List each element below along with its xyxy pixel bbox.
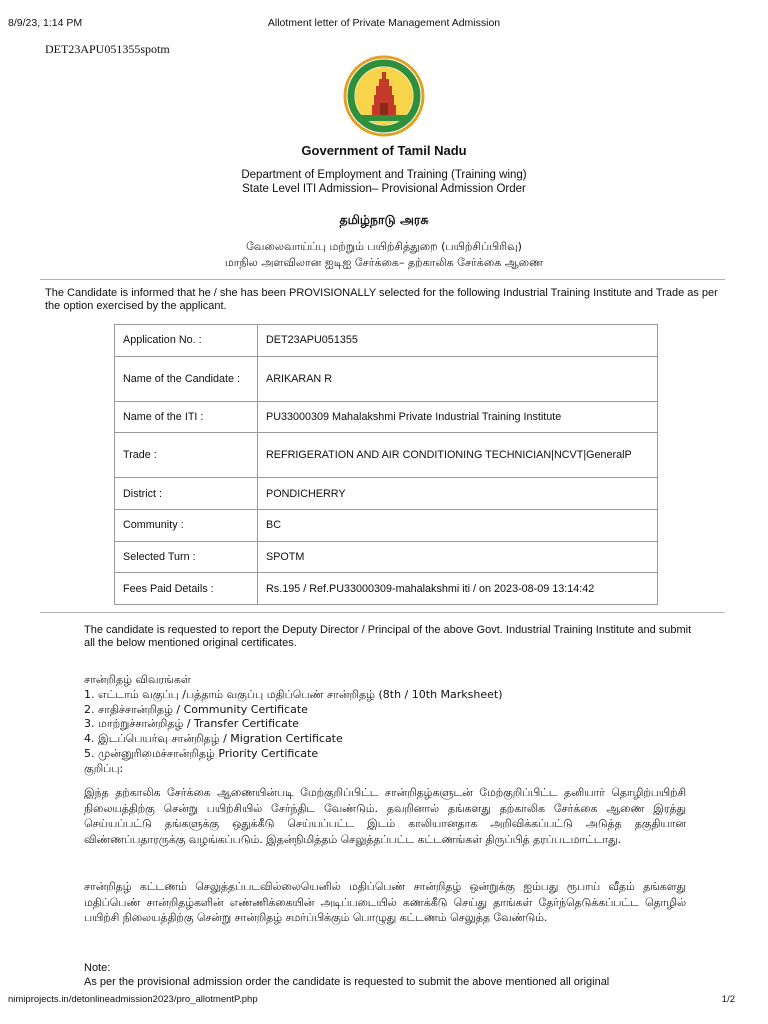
detail-value: ARIKARAN R [258, 356, 658, 401]
detail-value: SPOTM [258, 541, 658, 573]
detail-label: Community : [115, 509, 258, 541]
print-datetime: 8/9/23, 1:14 PM [8, 17, 83, 29]
tamil-nadu-emblem-icon [343, 55, 425, 137]
detail-label: Name of the Candidate : [115, 356, 258, 401]
department-line-2: State Level ITI Admission– Provisional Admission Order [242, 183, 526, 195]
intro-text: The Candidate is informed that he / she has been PROVISIONALLY selected for the following Industrial Training Institute and Trade as per the option exercised by the applicant. [45, 287, 718, 312]
detail-label: Name of the ITI : [115, 401, 258, 433]
reference-number: DET23APU051355spotm [45, 42, 170, 56]
report-instruction: The candidate is requested to report the Deputy Director / Principal of the above Govt. Industrial Training Institute and submit all the below mentioned original certificates. [84, 624, 692, 649]
list-item: 1. எட்டாம் வகுப்பு /பத்தாம் வகுப்பு மதிப்பெண் சான்றிதழ் (8th / 10th Marksheet) [84, 687, 503, 701]
tamil-note-label: குறிப்பு: [84, 761, 124, 775]
detail-label: Application No. : [115, 325, 258, 357]
detail-value: PONDICHERRY [258, 478, 658, 510]
detail-label: Fees Paid Details : [115, 573, 258, 605]
table-row [115, 478, 658, 510]
admission-details-table [114, 324, 658, 605]
note-text: As per the provisional admission order the candidate is requested to submit the above mentioned all original [84, 976, 610, 988]
tamil-department-line-2: மாநில அளவிலான ஐடிஐ சேர்க்கை– தற்காலிக சேர்க்கை ஆணை [224, 256, 544, 269]
detail-label: Selected Turn : [115, 541, 258, 573]
detail-value: DET23APU051355 [258, 325, 658, 357]
list-item: 5. முன்னுரிமைச்சான்றிதழ் Priority Certificate [84, 746, 319, 760]
government-title: Government of Tamil Nadu [301, 143, 467, 158]
table-row [115, 433, 658, 478]
detail-value: BC [258, 509, 658, 541]
tamil-government-title: தமிழ்நாடு அரசு [339, 212, 429, 227]
page-number: 1/2 [721, 994, 735, 1005]
detail-value: Rs.195 / Ref.PU33000309-mahalakshmi iti / on 2023-08-09 13:14:42 [258, 573, 658, 605]
table-row [115, 356, 658, 401]
detail-label: Trade : [115, 433, 258, 478]
divider-bottom [40, 612, 725, 613]
print-title: Allotment letter of Private Management Admission [267, 17, 501, 29]
print-header [0, 17, 768, 31]
department-line-1: Department of Employment and Training (Training wing) [241, 169, 527, 181]
table-row [115, 573, 658, 605]
list-item: 4. இடப்பெயர்வு சான்றிதழ் / Migration Certificate [84, 732, 343, 746]
certificate-list [84, 673, 503, 777]
tamil-instruction-1: இந்த தற்காலிக சேர்க்கை ஆணையின்படி மேற்குறிப்பிட்ட சான்றிதழ்களுடன் மேற்குறிப்பிட்ட தனியார் தொழிற்பயிற்சி நிலையத்திற்கு சென்று பயிற்சியில் சேர்ந்திட வேண்டும். தவறினால் தங்களது தற்காலிக சேர்க்கை ஆணை இரத்து செய்யப்பட்டு தங்களுக்கு ஒதுக்கீடு செய்யப்பட்ட இடம் காலியானதாக அறிவிக்கப்பட்டு அடுத்த தகுதியான விண்ணப்பதாரருக்கு வழங்கப்படும். இதன்நிமித்தம் செலுத்தப்பட்ட கட்டணங்கள் திருப்பித் தரப்படமாட்டாது. [84, 786, 686, 846]
tamil-department-line-1: வேலைவாய்ப்பு மற்றும் பயிற்சித்துறை (பயிற்சிப்பிரிவு) [246, 240, 522, 253]
detail-value: PU33000309 Mahalakshmi Private Industrial Training Institute [258, 401, 658, 433]
divider-top [40, 279, 725, 280]
list-item: 3. மாற்றுச்சான்றிதழ் / Transfer Certificate [84, 717, 299, 731]
table-row [115, 509, 658, 541]
certificate-heading: சான்றிதழ் விவரங்கள் [84, 673, 191, 686]
tamil-instruction-2: சான்றிதழ் கட்டணம் செலுத்தப்படவில்லையெனில் மதிப்பெண் சான்றிதழ் ஒன்றுக்கு ஐம்பது ரூபாய் வீதம் தங்களது மதிப்பெண் சான்றிதழ்களின் எண்ணிக்கையின் அடிப்படையில் கணக்கீடு செய்து தாங்கள் தேர்ந்தெடுக்கப்பட்ட தொழில் பயிற்சி நிலையத்திற்கு சென்று சான்றிதழ் சமர்ப்பிக்கும் பொழுது கட்டணம் செலுத்த வேண்டும். [84, 880, 686, 924]
list-item: 2. சாதிச்சான்றிதழ் / Community Certificate [84, 702, 308, 716]
table-row [115, 401, 658, 433]
table-row [115, 325, 658, 357]
note-label: Note: [84, 962, 111, 974]
page-url: nimiprojects.in/detonlineadmission2023/pro_allotmentP.php [8, 994, 258, 1005]
table-row [115, 541, 658, 573]
detail-label: District : [115, 478, 258, 510]
detail-value: REFRIGERATION AND AIR CONDITIONING TECHNICIAN|NCVT|GeneralP [258, 433, 658, 478]
